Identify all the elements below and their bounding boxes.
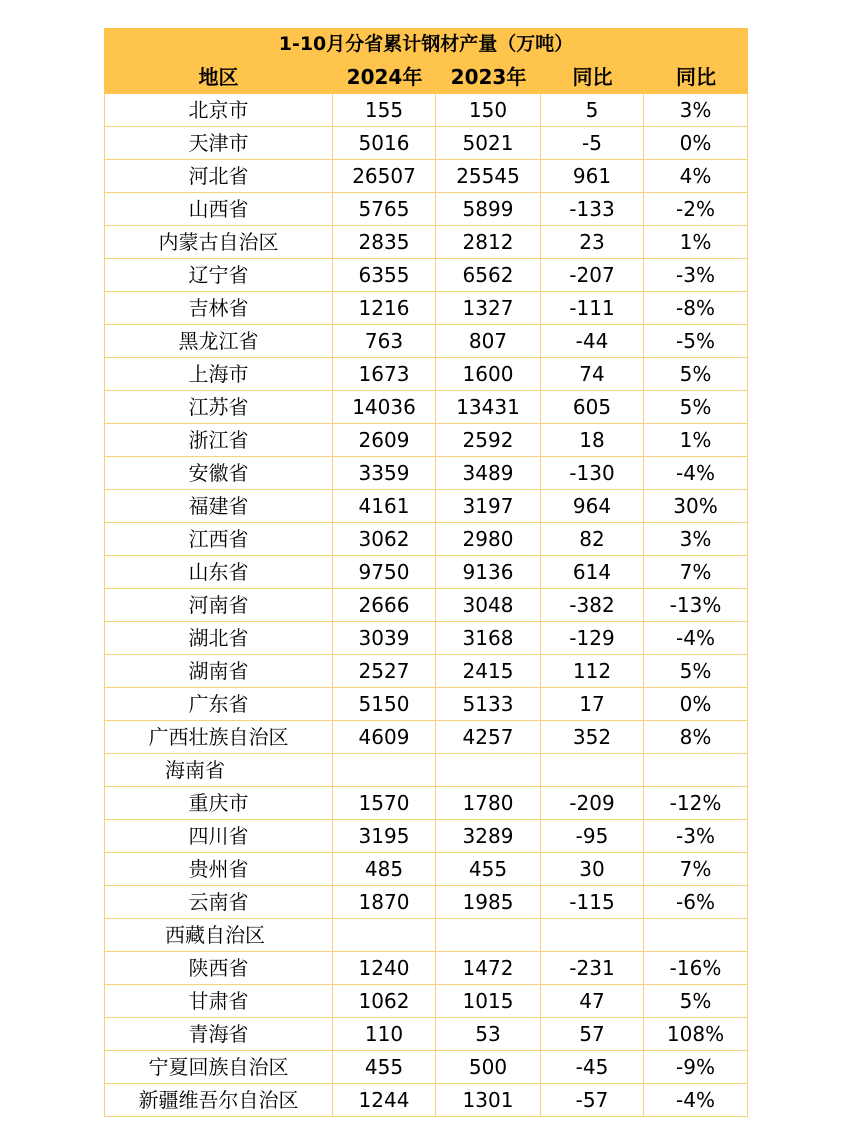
cell-yoy-percent: 5% — [644, 358, 748, 390]
cell-yoy-percent: 0% — [644, 127, 748, 159]
cell-2023: 455 — [436, 853, 541, 885]
cell-2024: 455 — [333, 1051, 436, 1083]
cell-2024 — [333, 754, 436, 786]
cell-2023: 5021 — [436, 127, 541, 159]
table-row — [104, 226, 748, 259]
cell-2024: 1244 — [333, 1084, 436, 1116]
table-row — [104, 1084, 748, 1117]
cell-2023: 25545 — [436, 160, 541, 192]
cell-2023: 3289 — [436, 820, 541, 852]
cell-2024: 6355 — [333, 259, 436, 291]
cell-2024: 1062 — [333, 985, 436, 1017]
cell-yoy-percent: 5% — [644, 985, 748, 1017]
table-row — [104, 820, 748, 853]
cell-yoy-change: 614 — [541, 556, 644, 588]
cell-region: 宁夏回族自治区 — [104, 1051, 333, 1083]
cell-2024: 3195 — [333, 820, 436, 852]
table-row — [104, 523, 748, 556]
cell-2023: 53 — [436, 1018, 541, 1050]
table-row — [104, 556, 748, 589]
cell-2024: 1240 — [333, 952, 436, 984]
cell-2023: 5899 — [436, 193, 541, 225]
table-row — [104, 193, 748, 226]
cell-yoy-percent: 1% — [644, 424, 748, 456]
cell-region: 浙江省 — [104, 424, 333, 456]
cell-2023: 3197 — [436, 490, 541, 522]
cell-2023: 9136 — [436, 556, 541, 588]
cell-2023: 13431 — [436, 391, 541, 423]
table-row — [104, 127, 748, 160]
cell-region: 安徽省 — [104, 457, 333, 489]
cell-2024: 1216 — [333, 292, 436, 324]
cell-yoy-change — [541, 919, 644, 951]
cell-region: 北京市 — [104, 94, 333, 126]
cell-region: 辽宁省 — [104, 259, 333, 291]
cell-2023: 1015 — [436, 985, 541, 1017]
table-row — [104, 292, 748, 325]
table-row — [104, 358, 748, 391]
cell-yoy-change: 605 — [541, 391, 644, 423]
cell-2024: 3039 — [333, 622, 436, 654]
cell-region: 重庆市 — [104, 787, 333, 819]
cell-yoy-percent: 7% — [644, 556, 748, 588]
cell-yoy-change: 47 — [541, 985, 644, 1017]
cell-yoy-change: 961 — [541, 160, 644, 192]
cell-2024: 4161 — [333, 490, 436, 522]
cell-region: 甘肃省 — [104, 985, 333, 1017]
cell-2024: 5016 — [333, 127, 436, 159]
cell-2023: 6562 — [436, 259, 541, 291]
cell-region: 西藏自治区 — [104, 919, 333, 951]
cell-region: 江苏省 — [104, 391, 333, 423]
header-row — [104, 61, 748, 94]
cell-yoy-percent: 0% — [644, 688, 748, 720]
cell-yoy-change: -207 — [541, 259, 644, 291]
table-row — [104, 688, 748, 721]
cell-region: 青海省 — [104, 1018, 333, 1050]
cell-yoy-change: 112 — [541, 655, 644, 687]
cell-yoy-change: 964 — [541, 490, 644, 522]
table-row — [104, 886, 748, 919]
data-table — [104, 28, 748, 1117]
cell-yoy-change: -382 — [541, 589, 644, 621]
table-row — [104, 457, 748, 490]
cell-yoy-percent — [644, 754, 748, 786]
cell-2024: 3359 — [333, 457, 436, 489]
cell-yoy-change: -57 — [541, 1084, 644, 1116]
cell-2023: 2592 — [436, 424, 541, 456]
cell-region: 山西省 — [104, 193, 333, 225]
cell-region: 湖南省 — [104, 655, 333, 687]
cell-yoy-percent: -13% — [644, 589, 748, 621]
cell-yoy-percent: 108% — [644, 1018, 748, 1050]
cell-yoy-change: -44 — [541, 325, 644, 357]
cell-yoy-percent: 8% — [644, 721, 748, 753]
cell-yoy-percent: -16% — [644, 952, 748, 984]
table-row — [104, 754, 748, 787]
cell-2023: 1301 — [436, 1084, 541, 1116]
cell-2023: 5133 — [436, 688, 541, 720]
cell-yoy-percent: 3% — [644, 94, 748, 126]
cell-yoy-percent: -4% — [644, 1084, 748, 1116]
header-yoy-change: 同比 — [572, 65, 613, 89]
cell-2023: 807 — [436, 325, 541, 357]
cell-yoy-percent: 30% — [644, 490, 748, 522]
cell-2023 — [436, 754, 541, 786]
cell-yoy-change: -45 — [541, 1051, 644, 1083]
cell-yoy-change: -231 — [541, 952, 644, 984]
cell-2024: 4609 — [333, 721, 436, 753]
cell-region: 广东省 — [104, 688, 333, 720]
cell-2024: 763 — [333, 325, 436, 357]
cell-region: 广西壮族自治区 — [104, 721, 333, 753]
cell-2023: 150 — [436, 94, 541, 126]
cell-2023 — [436, 919, 541, 951]
cell-2023: 1327 — [436, 292, 541, 324]
cell-yoy-percent: 1% — [644, 226, 748, 258]
cell-region: 四川省 — [104, 820, 333, 852]
table-row — [104, 391, 748, 424]
table-row — [104, 1018, 748, 1051]
cell-2024: 485 — [333, 853, 436, 885]
cell-region: 黑龙江省 — [104, 325, 333, 357]
cell-2024: 155 — [333, 94, 436, 126]
cell-2024: 110 — [333, 1018, 436, 1050]
cell-yoy-change: 30 — [541, 853, 644, 885]
table-row — [104, 1051, 748, 1084]
header-2024: 2024年 — [346, 65, 423, 89]
cell-2024: 14036 — [333, 391, 436, 423]
cell-region: 福建省 — [104, 490, 333, 522]
cell-yoy-percent — [644, 919, 748, 951]
cell-yoy-change — [541, 754, 644, 786]
table-row — [104, 94, 748, 127]
cell-region: 吉林省 — [104, 292, 333, 324]
table-row — [104, 622, 748, 655]
table-row — [104, 853, 748, 886]
cell-yoy-change: -115 — [541, 886, 644, 918]
cell-2023: 1780 — [436, 787, 541, 819]
cell-region: 内蒙古自治区 — [104, 226, 333, 258]
header-yoy-percent: 同比 — [676, 65, 716, 89]
cell-yoy-change: 352 — [541, 721, 644, 753]
cell-2024 — [333, 919, 436, 951]
cell-2024: 2609 — [333, 424, 436, 456]
cell-region: 河北省 — [104, 160, 333, 192]
cell-2024: 9750 — [333, 556, 436, 588]
cell-yoy-percent: 7% — [644, 853, 748, 885]
cell-yoy-change: 5 — [541, 94, 644, 126]
cell-region: 海南省 — [104, 754, 333, 786]
cell-region: 陕西省 — [104, 952, 333, 984]
cell-region: 河南省 — [104, 589, 333, 621]
cell-yoy-change: -133 — [541, 193, 644, 225]
cell-2023: 3048 — [436, 589, 541, 621]
table-title: 1-10月分省累计钢材产量（万吨） — [104, 28, 748, 61]
cell-yoy-percent: -5% — [644, 325, 748, 357]
table-row — [104, 919, 748, 952]
header-2023: 2023年 — [450, 65, 527, 89]
cell-2024: 5150 — [333, 688, 436, 720]
cell-yoy-percent: 5% — [644, 391, 748, 423]
cell-2023: 3168 — [436, 622, 541, 654]
cell-2024: 2666 — [333, 589, 436, 621]
cell-2024: 2527 — [333, 655, 436, 687]
cell-2024: 1673 — [333, 358, 436, 390]
cell-region: 湖北省 — [104, 622, 333, 654]
cell-yoy-percent: 5% — [644, 655, 748, 687]
cell-yoy-change: -95 — [541, 820, 644, 852]
cell-region: 江西省 — [104, 523, 333, 555]
table-row — [104, 721, 748, 754]
cell-yoy-change: 23 — [541, 226, 644, 258]
cell-region: 贵州省 — [104, 853, 333, 885]
cell-2023: 500 — [436, 1051, 541, 1083]
cell-2023: 4257 — [436, 721, 541, 753]
cell-2023: 2812 — [436, 226, 541, 258]
header-region: 地区 — [198, 65, 239, 89]
table-row — [104, 952, 748, 985]
table-row — [104, 424, 748, 457]
cell-yoy-change: 17 — [541, 688, 644, 720]
cell-region: 上海市 — [104, 358, 333, 390]
cell-region: 山东省 — [104, 556, 333, 588]
cell-yoy-change: -111 — [541, 292, 644, 324]
cell-2023: 1472 — [436, 952, 541, 984]
cell-yoy-percent: -8% — [644, 292, 748, 324]
cell-yoy-percent: -6% — [644, 886, 748, 918]
cell-2023: 2980 — [436, 523, 541, 555]
cell-2024: 3062 — [333, 523, 436, 555]
cell-yoy-change: 82 — [541, 523, 644, 555]
cell-2024: 26507 — [333, 160, 436, 192]
table-row — [104, 985, 748, 1018]
table-row — [104, 490, 748, 523]
table-row — [104, 325, 748, 358]
cell-yoy-percent: -4% — [644, 622, 748, 654]
cell-2024: 2835 — [333, 226, 436, 258]
cell-yoy-change: 18 — [541, 424, 644, 456]
table-row — [104, 589, 748, 622]
cell-2024: 1570 — [333, 787, 436, 819]
cell-yoy-percent: -2% — [644, 193, 748, 225]
cell-2024: 5765 — [333, 193, 436, 225]
table-row — [104, 787, 748, 820]
cell-yoy-percent: -12% — [644, 787, 748, 819]
cell-region: 天津市 — [104, 127, 333, 159]
cell-2023: 2415 — [436, 655, 541, 687]
cell-2024: 1870 — [333, 886, 436, 918]
cell-yoy-change: 57 — [541, 1018, 644, 1050]
cell-yoy-change: 74 — [541, 358, 644, 390]
table-row — [104, 160, 748, 193]
cell-yoy-change: -129 — [541, 622, 644, 654]
cell-yoy-change: -130 — [541, 457, 644, 489]
cell-yoy-change: -209 — [541, 787, 644, 819]
cell-yoy-percent: -4% — [644, 457, 748, 489]
cell-yoy-percent: 3% — [644, 523, 748, 555]
cell-region: 新疆维吾尔自治区 — [104, 1084, 333, 1116]
cell-region: 云南省 — [104, 886, 333, 918]
cell-yoy-change: -5 — [541, 127, 644, 159]
cell-yoy-percent: -3% — [644, 259, 748, 291]
cell-2023: 1600 — [436, 358, 541, 390]
table-row — [104, 259, 748, 292]
cell-2023: 1985 — [436, 886, 541, 918]
cell-yoy-percent: -3% — [644, 820, 748, 852]
cell-yoy-percent: 4% — [644, 160, 748, 192]
cell-yoy-percent: -9% — [644, 1051, 748, 1083]
table-row — [104, 655, 748, 688]
cell-2023: 3489 — [436, 457, 541, 489]
